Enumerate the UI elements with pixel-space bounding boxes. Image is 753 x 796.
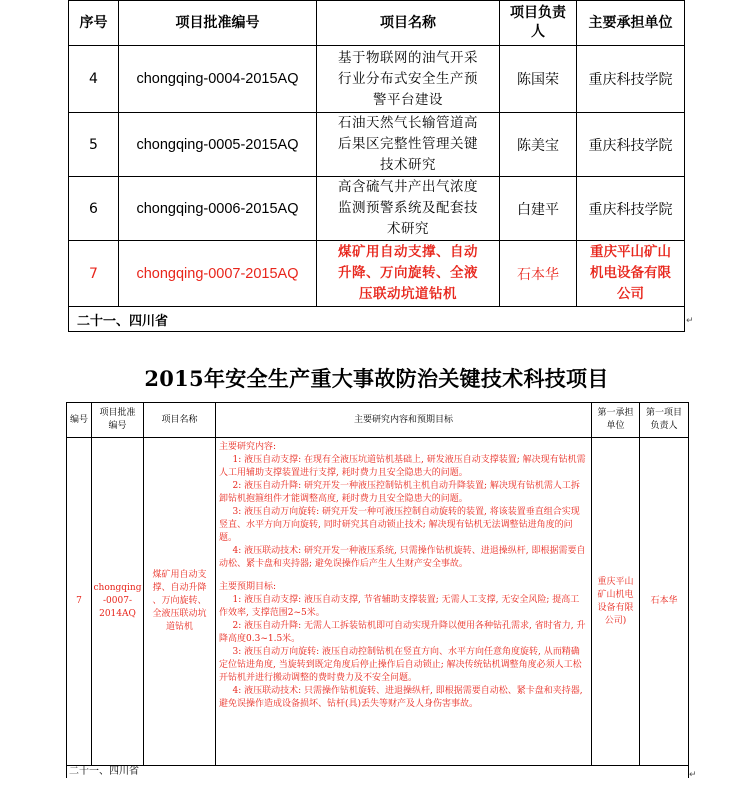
header-code-line: 编号 [108,421,127,431]
header-leader-line: 项目负责 [510,5,566,21]
spacer [219,571,588,581]
goals-heading: 主要预期目标: [219,582,277,592]
name-line: 煤矿用自动支撑、自动 [338,244,478,260]
header-code: 项目批准编号 [119,1,317,46]
header-leader [640,403,689,438]
header-name: 项目名称 [317,1,500,46]
project-table-top [68,0,685,332]
unit-line: 重庆平山矿山 [590,244,671,260]
cell-unit [592,438,640,766]
cell-code: chongqing-0006-2015AQ [119,177,317,241]
section-row [67,766,689,779]
header-leader-line: 人 [531,24,545,40]
cell-seq: 7 [69,241,119,307]
header-leader-line: 第一项目 [645,408,682,418]
unit-line: 矿山机电 [597,589,634,600]
cell-name [144,438,216,766]
cell-code: chongqing-0004-2015AQ [119,46,317,113]
name-line: 警平台建设 [373,91,443,108]
header-code [92,403,144,438]
header-leader [500,1,577,46]
section-row [69,307,685,332]
cell-seq: 5 [69,113,119,177]
name-line: 石油天然气长输管道高 [338,115,478,131]
research-item: 3: 液压自动万向旋转: 研究开发一种可液压控制自动旋转的装置, 将该装置垂直组合实现竖直、水平方向万向旋转, 同时研究其自动锁止技术; 解决现有钻机无法调整钻进角度的问题。 [219,507,580,543]
name-line: 后果区完整性管理关键 [338,136,478,152]
name-line: 撑、自动升降 [152,583,207,593]
goal-item: 3: 液压自动万向旋转: 液压自动控制钻机在竖直方向、水平方向任意角度旋转, 从而精确定位钻进角度, 当旋转到既定角度后停止操作后自动锁止; 解决传统钻机调整角度必须人工松开钻机并进行搬动调整的费时费力及不安全问题。 [219,647,582,683]
name-line: 升降、万向旋转、全液 [338,265,478,281]
header-name: 项目名称 [144,403,216,438]
code-line: chongqing [93,583,142,593]
research-item: 1: 液压自动支撑: 在现有全液压坑道钻机基础上, 研发液压自动支撑装置; 解决现有钻机需人工用辅助支撑装置进行支撑, 耗时费力且安全隐患大的问题。 [219,455,586,478]
table-header-row [69,1,685,46]
section-label: 二十一、四川省 [67,766,689,779]
cell-code: chongqing-0005-2015AQ [119,113,317,177]
name-line: 高含硫气井产出气浓度 [338,179,478,195]
cell-seq: 6 [69,177,119,241]
cell-no: 7 [67,438,92,766]
cell-code: chongqing-0007-2015AQ [119,241,317,307]
name-line: 、万向旋转、 [152,596,207,606]
name-line: 煤矿用自动支 [152,570,207,580]
name-line: 监测预警系统及配套技 [338,200,478,216]
cell-unit [577,241,685,307]
paragraph-return-mark: ↵ [689,770,697,780]
cell-name [317,177,500,241]
paragraph-return-mark: ↵ [686,316,694,326]
research-item: 4: 液压联动技术: 研究开发一种液压系统, 只需操作钻机旋转、进退操纵杆, 即根据需要自动松、紧卡盘和夹持器; 避免误操作后产生人生财产安全事故。 [219,546,586,569]
table-row [67,438,689,766]
project-table-detail [66,402,689,778]
name-line: 道钻机 [165,622,193,632]
cell-content [216,438,592,766]
goal-item: 1: 液压自动支撑: 液压自动支撑, 节省辅助支撑装置; 无需人工支撑, 无安全风险; 提高工作效率, 支撑范围2~5米。 [219,595,580,618]
research-item: 2: 液压自动升降: 研究开发一种液压控制钻机主机自动升降装置; 解决现有钻机需人工拆卸钻机抱箍组件才能调整高度, 耗时费力且安全隐患大的问题。 [219,481,580,504]
cell-unit: 重庆科技学院 [577,177,685,241]
goal-item: 2: 液压自动升降: 无需人工拆装钻机即可自动实现升降以便用各种钻孔需求, 省时省力, 升降高度0.3~1.5米。 [219,621,586,644]
cell-unit: 重庆科技学院 [577,113,685,177]
header-no: 编号 [67,403,92,438]
header-seq: 序号 [69,1,119,46]
header-unit-line: 单位 [606,421,625,431]
cell-unit: 重庆科技学院 [577,46,685,113]
name-line: 行业分布式安全生产预 [338,70,478,87]
name-line: 基于物联网的油气开采 [338,49,478,66]
goal-item: 4: 液压联动技术: 只需操作钻机旋转、进退操纵杆, 即根据需要自动松、紧卡盘和夹持器, 避免误操作造成设备损坏、钻杆(具)丢失等财产及人身伤害事故。 [219,686,583,709]
research-heading: 主要研究内容: [219,442,277,452]
table-row [69,46,685,113]
cell-leader: 白建平 [500,177,577,241]
name-line: 全液压联动坑 [152,609,207,619]
table-header-row [67,403,689,438]
code-line: -0007- [103,596,132,606]
code-line: 2014AQ [99,609,136,619]
table-row [69,177,685,241]
unit-line: 机电设备有限 [590,265,671,281]
name-line: 术研究 [387,221,429,237]
header-content: 主要研究内容和预期目标 [216,403,592,438]
section-label: 二十一、四川省 [69,307,685,332]
header-code-line: 项目批准 [99,408,136,418]
cell-seq: 4 [69,46,119,113]
header-unit-line: 第一承担 [597,408,634,418]
cell-name [317,46,500,113]
name-line: 技术研究 [380,157,436,173]
unit-line: 公司) [604,615,627,626]
unit-line: 公司 [617,286,644,302]
document-title: 2015年安全生产重大事故防治关键技术科技项目 [144,366,609,391]
unit-line: 设备有限 [597,602,634,613]
name-line: 压联动坑道钻机 [359,286,457,302]
cell-leader: 石本华 [640,438,689,766]
unit-line: 重庆平山 [597,576,634,587]
table-row [69,113,685,177]
cell-leader: 石本华 [500,241,577,307]
cell-code [92,438,144,766]
cell-leader: 陈国荣 [500,46,577,113]
table-row-highlighted [69,241,685,307]
header-unit [592,403,640,438]
cell-name [317,241,500,307]
header-leader-line: 负责人 [650,421,678,431]
header-unit: 主要承担单位 [577,1,685,46]
cell-leader: 陈美宝 [500,113,577,177]
cell-name [317,113,500,177]
